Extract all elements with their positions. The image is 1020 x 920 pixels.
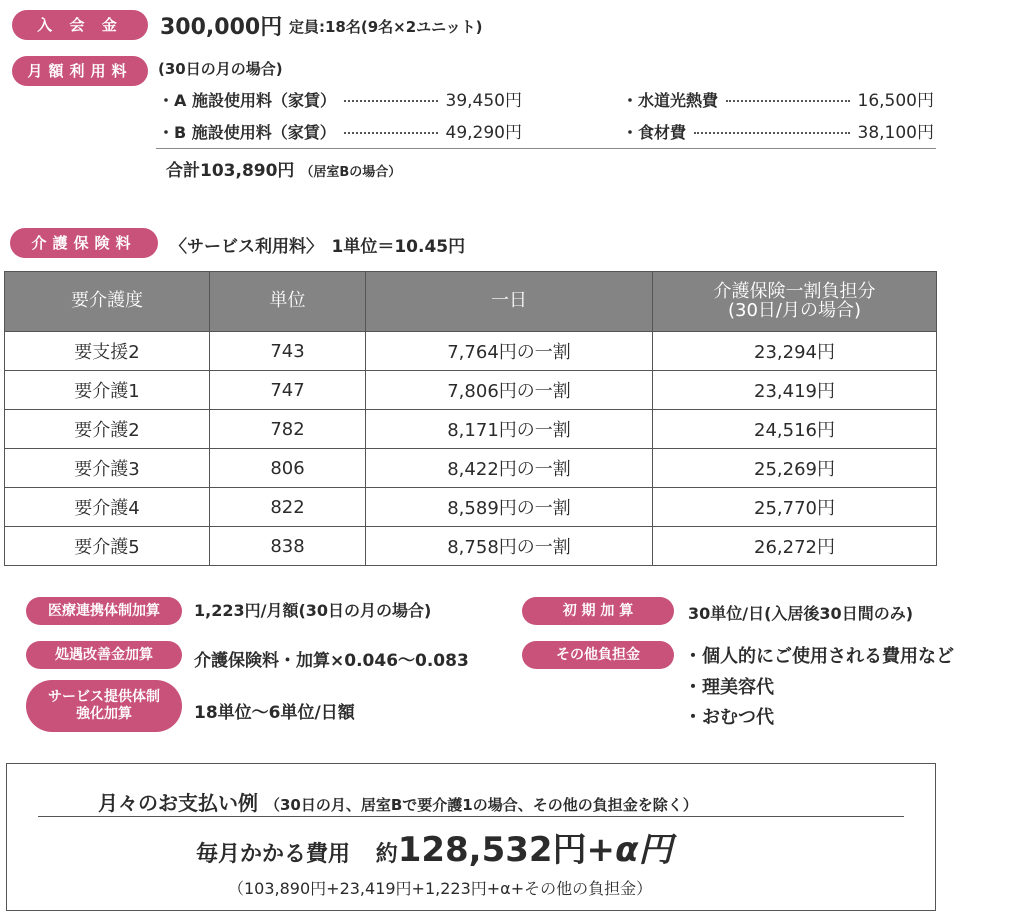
initial-addition-label: 初 期 加 算 <box>522 597 674 625</box>
initial-addition-value: 30単位/日(入居後30日間のみ) <box>688 604 914 623</box>
table-cell: 要介護5 <box>5 527 210 566</box>
table-header-row <box>5 272 937 332</box>
medical-cooperation-label: 医療連携体制加算 <box>26 597 182 625</box>
treatment-improvement-value: 介護保険料・加算×0.046〜0.083 <box>194 651 469 671</box>
leader-dots <box>344 100 438 102</box>
total-note: （居室Bの場合） <box>300 165 402 180</box>
table-cell: 8,758円の一割 <box>366 527 653 566</box>
table-cell: 要介護4 <box>5 488 210 527</box>
table-cell: 782 <box>210 410 366 449</box>
monthly-cost-label: 毎月かかる費用 <box>196 842 351 867</box>
table-cell: 838 <box>210 527 366 566</box>
leader-dots <box>694 132 850 134</box>
table-cell: 743 <box>210 332 366 371</box>
table-row <box>5 332 937 371</box>
column-header: 要介護度 <box>5 272 210 332</box>
fee-label: ・A 施設使用料（家賃） <box>158 91 336 110</box>
table-cell: 要介護3 <box>5 449 210 488</box>
fee-item-a <box>158 86 522 111</box>
table-cell: 8,589円の一割 <box>366 488 653 527</box>
table-cell: 要支援2 <box>5 332 210 371</box>
fee-item-food <box>622 118 934 143</box>
table-row <box>5 371 937 410</box>
total-amount: 合計103,890円 <box>166 161 295 181</box>
leader-dots <box>344 132 438 134</box>
column-header: 介護保険一割負担分 (30日/月の場合) <box>653 272 937 332</box>
entry-fee-amount: 300,000円 <box>160 15 283 40</box>
capacity-text: 定員:18名(9名×2ユニット) <box>289 18 483 36</box>
approx-prefix: 約 <box>375 842 398 867</box>
fee-label: ・食材費 <box>622 123 687 142</box>
table-cell: 806 <box>210 449 366 488</box>
other-charge-item: ・おむつ代 <box>684 707 774 728</box>
table-cell: 24,516円 <box>653 410 937 449</box>
fee-label: ・B 施設使用料（家賃） <box>158 123 336 142</box>
table-cell: 要介護1 <box>5 371 210 410</box>
example-title-note: （30日の月、居室Bで要介護1の場合、その他の負担金を除く） <box>264 796 698 814</box>
table-row <box>5 488 937 527</box>
service-system-value: 18単位〜6単位/日額 <box>194 703 355 723</box>
table-cell: 25,269円 <box>653 449 937 488</box>
insurance-label: 介護保険料 <box>10 228 158 258</box>
table-row <box>5 449 937 488</box>
table-row <box>5 410 937 449</box>
payment-example-title <box>98 787 698 816</box>
other-charge-item: ・理美容代 <box>684 677 774 698</box>
monthly-cost-amount: 128,532円+ <box>397 830 616 870</box>
table-cell: 25,770円 <box>653 488 937 527</box>
fee-value: 49,290円 <box>445 123 522 143</box>
example-title: 月々のお支払い例 <box>98 791 258 815</box>
treatment-improvement-label: 処遇改善金加算 <box>26 641 182 669</box>
table-cell: 7,806円の一割 <box>366 371 653 410</box>
table-cell: 要介護2 <box>5 410 210 449</box>
table-cell: 26,272円 <box>653 527 937 566</box>
cost-breakdown: （103,890円+23,419円+1,223円+α+その他の負担金） <box>228 879 653 898</box>
column-header: 一日 <box>366 272 653 332</box>
alpha-suffix: α円 <box>615 830 673 870</box>
other-charges-label: その他負担金 <box>522 641 674 669</box>
other-charge-item: ・個人的にご使用される費用など <box>684 646 954 667</box>
service-unit-rate: 〈サービス利用料〉 1単位＝10.45円 <box>170 237 466 257</box>
care-level-table <box>4 271 937 566</box>
column-header: 単位 <box>210 272 366 332</box>
divider <box>38 816 904 817</box>
monthly-fee-label: 月額利用料 <box>12 56 148 86</box>
divider <box>156 148 936 149</box>
fee-label: ・水道光熱費 <box>622 91 719 110</box>
table-cell: 23,419円 <box>653 371 937 410</box>
medical-cooperation-value: 1,223円/月額(30日の月の場合) <box>194 601 432 620</box>
service-system-label: サービス提供体制 強化加算 <box>26 680 182 732</box>
table-cell: 747 <box>210 371 366 410</box>
entry-fee-label: 入 会 金 <box>12 10 148 40</box>
fee-value: 39,450円 <box>445 91 522 111</box>
table-cell: 7,764円の一割 <box>366 332 653 371</box>
table-cell: 8,171円の一割 <box>366 410 653 449</box>
fee-value: 16,500円 <box>857 91 934 111</box>
table-cell: 822 <box>210 488 366 527</box>
table-row <box>5 527 937 566</box>
fee-value: 38,100円 <box>857 123 934 143</box>
table-cell: 23,294円 <box>653 332 937 371</box>
table-cell: 8,422円の一割 <box>366 449 653 488</box>
fee-item-b <box>158 118 522 143</box>
monthly-cost-line <box>196 822 672 871</box>
monthly-fee-note: (30日の月の場合) <box>158 60 283 78</box>
leader-dots <box>726 100 850 102</box>
monthly-total <box>166 156 401 181</box>
fee-item-utilities <box>622 86 934 111</box>
